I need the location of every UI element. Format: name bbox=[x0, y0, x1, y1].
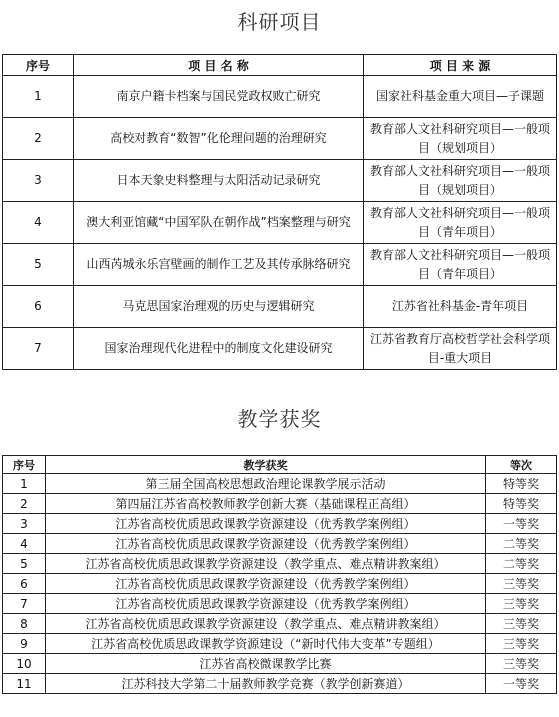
cell-award: 江苏科技大学第二十届教师教学竞赛（教学创新赛道） bbox=[46, 674, 486, 694]
column-header-level: 等次 bbox=[486, 456, 557, 474]
table-row bbox=[3, 594, 557, 614]
awards-section-title: 教学获奖 bbox=[237, 407, 322, 431]
column-header-num: 序号 bbox=[3, 55, 74, 76]
column-header-source: 项 目 来 源 bbox=[364, 55, 557, 76]
cell-num: 10 bbox=[3, 654, 46, 674]
research-section-title: 科研项目 bbox=[237, 10, 322, 34]
column-header-name: 项 目 名 称 bbox=[74, 55, 364, 76]
cell-award: 江苏省高校优质思政课教学资源建设（优秀教学案例组） bbox=[46, 594, 486, 614]
table-row bbox=[3, 534, 557, 554]
column-header-award: 教学获奖 bbox=[46, 456, 486, 474]
cell-num: 2 bbox=[3, 494, 46, 514]
table-row bbox=[3, 654, 557, 674]
cell-name: 马克思国家治理观的历史与逻辑研究 bbox=[74, 286, 364, 328]
table-row bbox=[3, 494, 557, 514]
cell-source: 国家社科基金重大项目—子课题 bbox=[364, 76, 557, 118]
table-row bbox=[3, 76, 557, 118]
cell-num: 4 bbox=[3, 534, 46, 554]
table-row bbox=[3, 674, 557, 694]
cell-award: 江苏省高校优质思政课教学资源建设（教学重点、难点精讲教案组） bbox=[46, 554, 486, 574]
table-row bbox=[3, 634, 557, 654]
cell-name: 山西芮城永乐宫壁画的制作工艺及其传承脉络研究 bbox=[74, 244, 364, 286]
cell-award: 江苏省高校微课教学比赛 bbox=[46, 654, 486, 674]
cell-name: 澳大利亚馆藏“中国军队在朝作战”档案整理与研究 bbox=[74, 202, 364, 244]
cell-num: 6 bbox=[3, 574, 46, 594]
cell-award: 江苏省高校优质思政课教学资源建设（教学重点、难点精讲教案组） bbox=[46, 614, 486, 634]
cell-num: 9 bbox=[3, 634, 46, 654]
cell-num: 4 bbox=[3, 202, 74, 244]
cell-name: 高校对教育“数智”化伦理问题的治理研究 bbox=[74, 118, 364, 160]
table-row bbox=[3, 614, 557, 634]
cell-source: 江苏省教育厅高校哲学社会科学项目-重大项目 bbox=[364, 328, 557, 370]
table-row bbox=[3, 554, 557, 574]
cell-num: 2 bbox=[3, 118, 74, 160]
cell-level: 三等奖 bbox=[486, 594, 557, 614]
table-row bbox=[3, 328, 557, 370]
cell-name: 南京户籍卡档案与国民党政权败亡研究 bbox=[74, 76, 364, 118]
cell-name: 日本天象史料整理与太阳活动记录研究 bbox=[74, 160, 364, 202]
teaching-awards-table bbox=[2, 455, 557, 694]
cell-source: 江苏省社科基金-青年项目 bbox=[364, 286, 557, 328]
cell-level: 二等奖 bbox=[486, 534, 557, 554]
cell-num: 3 bbox=[3, 514, 46, 534]
cell-num: 6 bbox=[3, 286, 74, 328]
cell-source: 教育部人文社科研究项目—一般项目（规划项目） bbox=[364, 160, 557, 202]
table-row bbox=[3, 574, 557, 594]
cell-level: 特等奖 bbox=[486, 474, 557, 494]
cell-level: 特等奖 bbox=[486, 494, 557, 514]
table-row bbox=[3, 202, 557, 244]
cell-level: 一等奖 bbox=[486, 674, 557, 694]
cell-source: 教育部人文社科研究项目—一般项目（青年项目） bbox=[364, 202, 557, 244]
table-header-row bbox=[3, 456, 557, 474]
cell-name: 国家治理现代化进程中的制度文化建设研究 bbox=[74, 328, 364, 370]
cell-level: 三等奖 bbox=[486, 634, 557, 654]
table-row bbox=[3, 118, 557, 160]
table-row bbox=[3, 244, 557, 286]
cell-num: 7 bbox=[3, 594, 46, 614]
cell-level: 三等奖 bbox=[486, 574, 557, 594]
cell-num: 3 bbox=[3, 160, 74, 202]
cell-num: 7 bbox=[3, 328, 74, 370]
cell-level: 三等奖 bbox=[486, 614, 557, 634]
cell-num: 5 bbox=[3, 554, 46, 574]
cell-award: 江苏省高校优质思政课教学资源建设（优秀教学案例组） bbox=[46, 514, 486, 534]
table-row bbox=[3, 286, 557, 328]
column-header-num: 序号 bbox=[3, 456, 46, 474]
cell-award: 江苏省高校优质思政课教学资源建设（“新时代伟大变革”专题组） bbox=[46, 634, 486, 654]
cell-num: 11 bbox=[3, 674, 46, 694]
cell-award: 第三届全国高校思想政治理论课教学展示活动 bbox=[46, 474, 486, 494]
cell-award: 第四届江苏省高校教师教学创新大赛（基础课程正高组） bbox=[46, 494, 486, 514]
cell-num: 1 bbox=[3, 76, 74, 118]
cell-level: 三等奖 bbox=[486, 654, 557, 674]
cell-level: 一等奖 bbox=[486, 514, 557, 534]
table-row bbox=[3, 160, 557, 202]
cell-num: 8 bbox=[3, 614, 46, 634]
table-header-row bbox=[3, 55, 557, 76]
cell-award: 江苏省高校优质思政课教学资源建设（优秀教学案例组） bbox=[46, 574, 486, 594]
cell-award: 江苏省高校优质思政课教学资源建设（优秀教学案例组） bbox=[46, 534, 486, 554]
table-row bbox=[3, 514, 557, 534]
cell-level: 二等奖 bbox=[486, 554, 557, 574]
cell-source: 教育部人文社科研究项目—一般项目（规划项目） bbox=[364, 118, 557, 160]
table-row bbox=[3, 474, 557, 494]
cell-source: 教育部人文社科研究项目—一般项目（青年项目） bbox=[364, 244, 557, 286]
cell-num: 1 bbox=[3, 474, 46, 494]
research-projects-table bbox=[2, 54, 557, 370]
cell-num: 5 bbox=[3, 244, 74, 286]
